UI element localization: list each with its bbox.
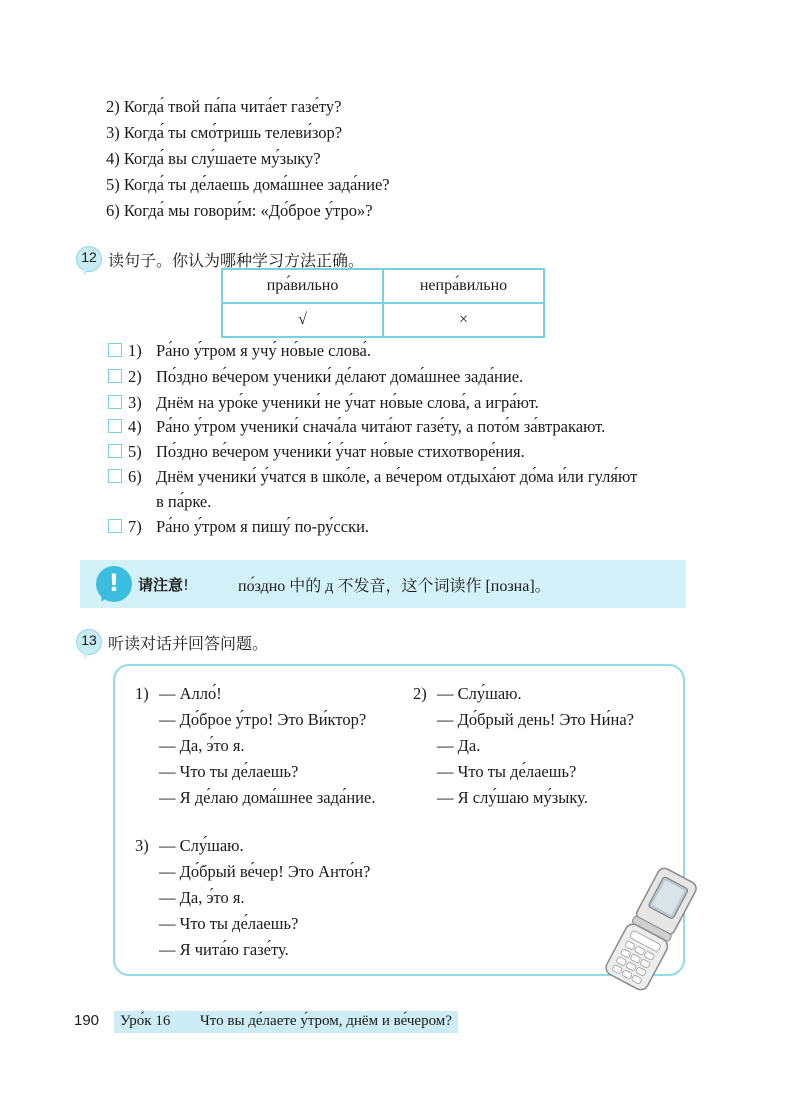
answer-checkbox[interactable] bbox=[108, 343, 122, 357]
statement-text: в па́рке. bbox=[156, 492, 212, 511]
answer-checkbox[interactable] bbox=[108, 395, 122, 409]
lesson-title: Что вы де́лаете у́тром, днём и ве́чером? bbox=[200, 1013, 452, 1029]
mobile-phone-icon bbox=[580, 860, 720, 1000]
item-number: 4) bbox=[128, 417, 142, 436]
exercise-number: 13 bbox=[81, 632, 97, 648]
exercise-number: 12 bbox=[81, 249, 97, 265]
question-line: 2) Когда́ твой па́па чита́ет газе́ту? bbox=[106, 97, 342, 116]
dialogue-number: 1) bbox=[135, 684, 149, 703]
item-number: 1) bbox=[128, 341, 142, 360]
dialogue-line: — Да, э́то я. bbox=[159, 736, 245, 755]
dialogue-line: — До́брое у́тро! Это Ви́ктор? bbox=[159, 710, 367, 729]
item-number: 6) bbox=[128, 467, 142, 486]
running-footer bbox=[114, 1011, 458, 1033]
item-number: 2) bbox=[128, 367, 142, 386]
item-number: 3) bbox=[128, 393, 142, 412]
question-line: 5) Когда́ ты де́лаешь дома́шнее зада́ние? bbox=[106, 175, 390, 194]
statement-text: По́здно ве́чером ученики́ у́чат но́вые стихотворе́ния. bbox=[156, 442, 525, 461]
answer-checkbox[interactable] bbox=[108, 444, 122, 458]
lesson-number: Уро́к 16 bbox=[120, 1013, 171, 1029]
answer-checkbox[interactable] bbox=[108, 369, 122, 383]
dialogue-line: — До́брый ве́чер! Это Анто́н? bbox=[159, 862, 371, 881]
dialogue-line: — Я чита́ю газе́ту. bbox=[159, 940, 289, 959]
check-mark-icon: √ bbox=[222, 303, 383, 337]
statement-text: Днём ученики́ у́чатся в шко́ле, а ве́чером отдыха́ют до́ма и́ли гуля́ют bbox=[156, 467, 638, 486]
statement-text: Днём на уро́ке ученики́ не у́чат но́вые слова́, а игра́ют. bbox=[156, 393, 539, 412]
dialogue-number: 3) bbox=[135, 836, 149, 855]
dialogue-number: 2) bbox=[413, 684, 427, 703]
dialogue-line: — Слу́шаю. bbox=[159, 836, 244, 855]
question-line: 6) Когда́ мы говори́м: «До́брое у́тро»? bbox=[106, 201, 373, 220]
item-number: 5) bbox=[128, 442, 142, 461]
dialogue-line: — Что ты де́лаешь? bbox=[437, 762, 577, 781]
question-line: 3) Когда́ ты смо́тришь телеви́зор? bbox=[106, 123, 343, 142]
dialogue-line: — Да, э́то я. bbox=[159, 888, 245, 907]
table-header-incorrect: непра́вильно bbox=[383, 269, 544, 303]
dialogue-line: — Алло́! bbox=[159, 684, 222, 703]
statement-text: По́здно ве́чером ученики́ де́лают дома́шнее зада́ние. bbox=[156, 367, 524, 386]
dialogue-line: — Я де́лаю дома́шнее зада́ние. bbox=[159, 788, 376, 807]
exercise-number-badge bbox=[76, 629, 102, 663]
note-text: по́здно 中的 д 不发音，这个词读作 [позна]。 bbox=[238, 578, 551, 595]
dialogue-line: — Что ты де́лаешь? bbox=[159, 762, 299, 781]
answer-checkbox[interactable] bbox=[108, 419, 122, 433]
table-header-correct: пра́вильно bbox=[222, 269, 383, 303]
exclamation-icon: ! bbox=[96, 566, 132, 602]
exercise-instruction: 听读对话并回答问题。 bbox=[108, 634, 269, 653]
note-label: 请注意! bbox=[138, 576, 190, 594]
dialogue-line: — Я слу́шаю му́зыку. bbox=[437, 788, 588, 807]
question-line: 4) Когда́ вы слу́шаете му́зыку? bbox=[106, 149, 321, 168]
dialogue-line: — Да. bbox=[437, 736, 481, 755]
exercise-instruction: 读句子。你认为哪种学习方法正确。 bbox=[108, 251, 365, 270]
dialogue-line: — Что ты де́лаешь? bbox=[159, 914, 299, 933]
item-number: 7) bbox=[128, 517, 142, 536]
page-number: 190 bbox=[74, 1012, 100, 1029]
statement-text: Ра́но у́тром я пишу́ по-ру́сски. bbox=[156, 517, 370, 536]
answer-checkbox[interactable] bbox=[108, 519, 122, 533]
cross-mark-icon: × bbox=[383, 303, 544, 337]
statement-text: Ра́но у́тром я учу́ но́вые слова́. bbox=[156, 341, 371, 360]
attention-note bbox=[80, 560, 686, 608]
statement-text: Ра́но у́тром ученики́ снача́ла чита́ют газе́ту, а пото́м за́втракают. bbox=[156, 417, 606, 436]
answer-checkbox[interactable] bbox=[108, 469, 122, 483]
answer-key-table bbox=[221, 268, 545, 338]
dialogue-line: — До́брый день! Это Ни́на? bbox=[437, 710, 634, 729]
dialogue-line: — Слу́шаю. bbox=[437, 684, 522, 703]
exercise-number-badge bbox=[76, 246, 102, 280]
